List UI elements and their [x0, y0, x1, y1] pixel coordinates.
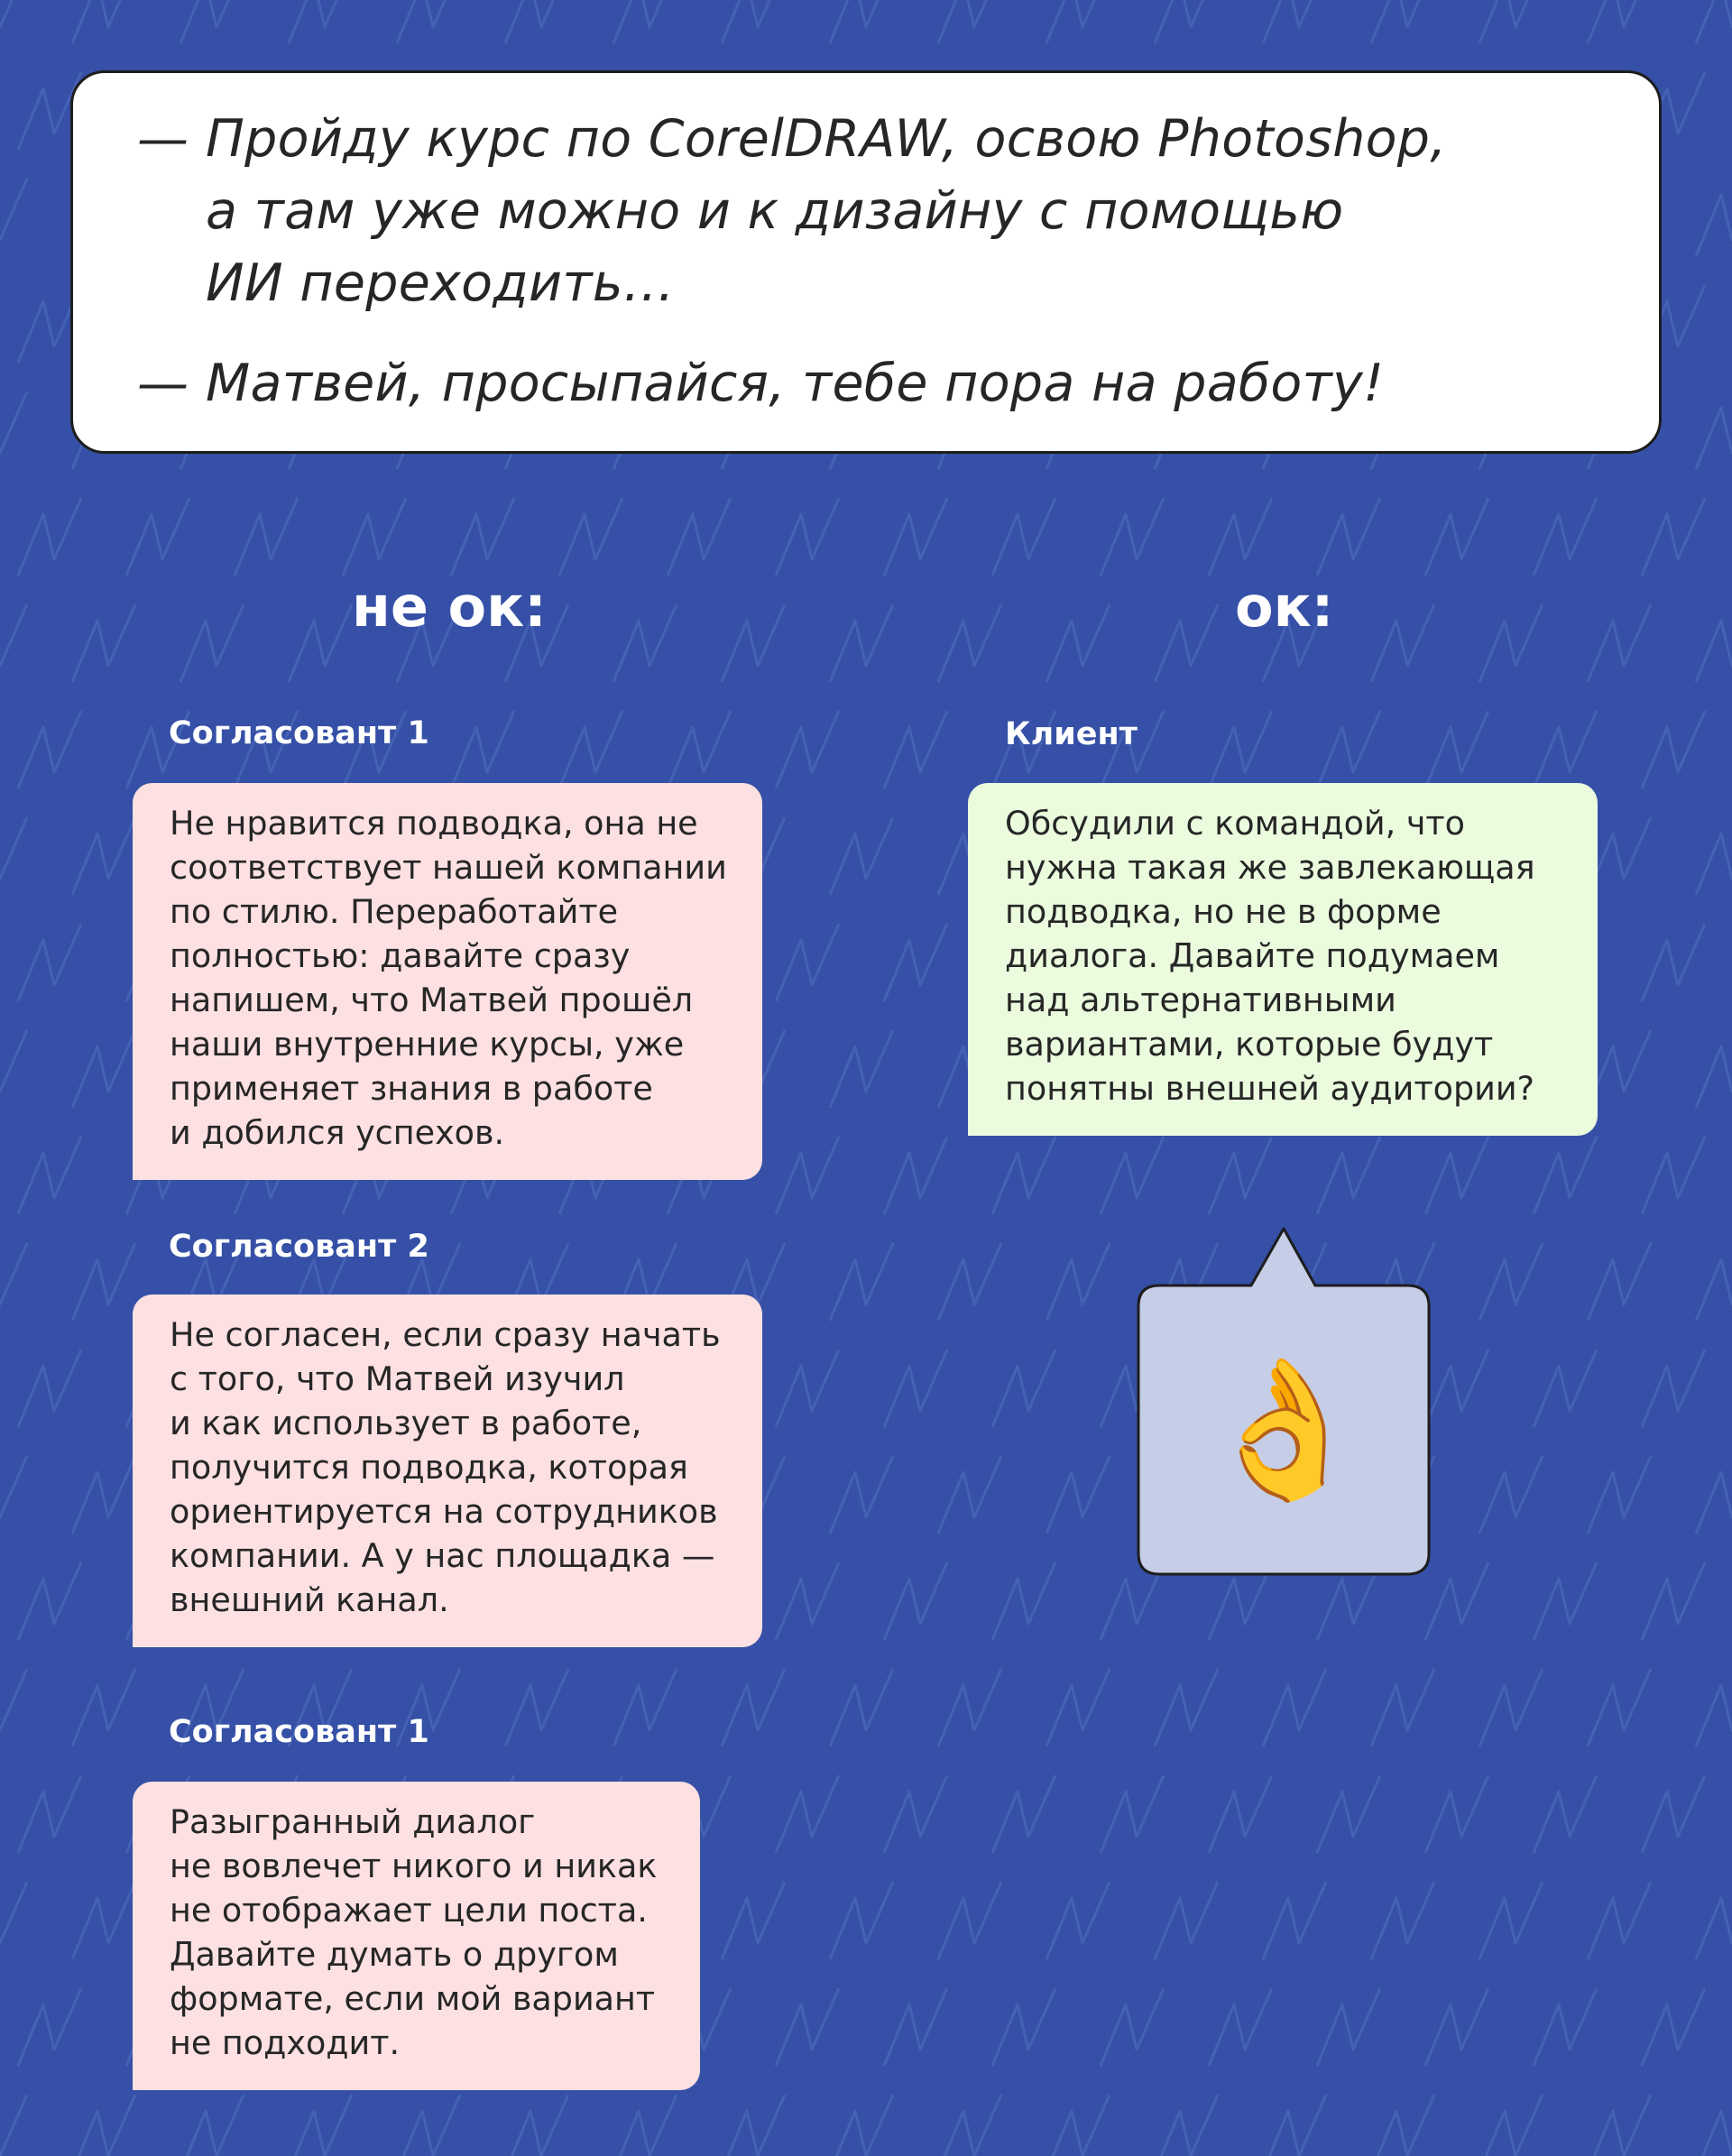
pattern-zigzag	[1263, 1882, 1326, 1959]
pattern-zigzag	[18, 1775, 81, 1853]
pattern-zigzag	[1101, 498, 1164, 576]
pattern-zigzag	[776, 1562, 839, 1640]
pattern-zigzag	[1642, 1988, 1705, 2066]
pattern-zigzag	[1588, 1882, 1651, 1959]
pattern-zigzag	[1642, 1137, 1705, 1214]
pattern-zigzag	[1155, 2095, 1218, 2156]
pattern-zigzag	[884, 1775, 947, 1853]
pattern-zigzag	[1155, 604, 1218, 682]
pattern-zigzag	[830, 817, 893, 895]
pattern-zigzag	[451, 498, 514, 576]
pattern-zigzag	[992, 1350, 1055, 1427]
pattern-zigzag	[1696, 1669, 1732, 1746]
pattern-zigzag	[884, 1137, 947, 1214]
pattern-zigzag	[1534, 1775, 1597, 1853]
pattern-zigzag	[1534, 498, 1597, 576]
pattern-zigzag	[126, 498, 189, 576]
pattern-zigzag	[1479, 1882, 1543, 1959]
pattern-zigzag	[1588, 0, 1651, 43]
pattern-zigzag	[505, 1669, 568, 1746]
pattern-zigzag	[1317, 1988, 1380, 2066]
pattern-zigzag	[505, 0, 568, 43]
pattern-zigzag	[830, 0, 893, 43]
pattern-zigzag	[992, 1562, 1055, 1640]
pattern-zigzag	[884, 1988, 947, 2066]
pattern-zigzag	[1588, 2095, 1651, 2156]
pattern-zigzag	[722, 1669, 785, 1746]
pattern-zigzag	[1317, 1775, 1380, 1853]
dialogue-dash: —	[137, 354, 189, 413]
pattern-zigzag	[1155, 0, 1218, 43]
pattern-zigzag	[938, 2095, 1001, 2156]
pattern-zigzag	[722, 604, 785, 682]
pattern-zigzag	[1371, 604, 1434, 682]
pattern-zigzag	[830, 2095, 893, 2156]
pattern-zigzag	[884, 1350, 947, 1427]
pattern-zigzag	[72, 1882, 135, 1959]
pattern-zigzag	[559, 498, 622, 576]
pattern-zigzag	[722, 2095, 785, 2156]
pattern-zigzag	[1209, 498, 1272, 576]
pattern-zigzag	[830, 1456, 893, 1534]
pattern-zigzag	[1642, 924, 1705, 1001]
pattern-zigzag	[776, 924, 839, 1001]
pattern-zigzag	[1479, 0, 1543, 43]
pattern-zigzag	[0, 392, 27, 469]
pattern-zigzag	[1696, 1882, 1732, 1959]
pattern-zigzag	[180, 0, 244, 43]
pattern-zigzag	[72, 817, 135, 895]
pattern-zigzag	[1425, 1137, 1488, 1214]
pattern-zigzag	[72, 1669, 135, 1746]
pattern-zigzag	[1696, 604, 1732, 682]
pattern-zigzag	[1425, 498, 1488, 576]
pattern-zigzag	[72, 2095, 135, 2156]
pattern-zigzag	[1371, 1669, 1434, 1746]
pattern-zigzag	[18, 924, 81, 1001]
pattern-zigzag	[0, 604, 27, 682]
pattern-zigzag	[72, 604, 135, 682]
pattern-zigzag	[289, 2095, 352, 2156]
pattern-zigzag	[884, 711, 947, 788]
pattern-zigzag	[1317, 498, 1380, 576]
pattern-zigzag	[180, 2095, 244, 2156]
message-author: Согласовант 2	[169, 1229, 429, 1265]
message-bubble-bad: Не согласен, если сразу начать с того, что Матвей изучил и как использует в работе, получится подводка, которая ориентируется на сотрудников компании. А у нас площадка — внешний канал.	[133, 1295, 762, 1647]
pattern-zigzag	[776, 711, 839, 788]
pattern-zigzag	[1479, 1456, 1543, 1534]
pattern-zigzag	[0, 1030, 27, 1108]
pattern-zigzag	[72, 1243, 135, 1321]
pattern-zigzag	[1479, 1669, 1543, 1746]
pattern-zigzag	[776, 1775, 839, 1853]
pattern-zigzag	[938, 1456, 1001, 1534]
pattern-zigzag	[1479, 1243, 1543, 1321]
pattern-zigzag	[992, 1137, 1055, 1214]
pattern-zigzag	[613, 0, 677, 43]
pattern-zigzag	[1534, 711, 1597, 788]
pattern-zigzag	[1046, 2095, 1110, 2156]
pattern-zigzag	[613, 2095, 677, 2156]
pattern-zigzag	[1534, 1137, 1597, 1214]
pattern-zigzag	[1425, 1988, 1488, 2066]
pattern-zigzag	[1046, 1882, 1110, 1959]
pattern-zigzag	[830, 1882, 893, 1959]
pattern-zigzag	[72, 1456, 135, 1534]
pattern-zigzag	[18, 1350, 81, 1427]
pattern-zigzag	[938, 604, 1001, 682]
pattern-zigzag	[613, 604, 677, 682]
pattern-zigzag	[180, 604, 244, 682]
pattern-zigzag	[830, 1669, 893, 1746]
pattern-zigzag	[1263, 1669, 1326, 1746]
pattern-zigzag	[938, 0, 1001, 43]
pattern-zigzag	[18, 1562, 81, 1640]
pattern-zigzag	[830, 1030, 893, 1108]
dialogue-dash: —	[137, 109, 189, 169]
pattern-zigzag	[1588, 1243, 1651, 1321]
pattern-zigzag	[938, 1669, 1001, 1746]
pattern-zigzag	[451, 711, 514, 788]
pattern-zigzag	[776, 498, 839, 576]
pattern-zigzag	[1046, 1456, 1110, 1534]
pattern-zigzag	[1371, 2095, 1434, 2156]
message-bubble-good: Обсудили с командой, что нужна такая же завлекающая подводка, но не в форме диалога. Давайте подумаем над альтернативными вариантами, которые будут понятны внешней аудитории?	[968, 783, 1598, 1136]
ok-heading: ок:	[1235, 574, 1334, 640]
dialogue-line-4	[137, 347, 1385, 419]
pattern-zigzag	[1588, 1456, 1651, 1534]
pattern-zigzag	[1588, 1669, 1651, 1746]
message-bubble-bad: Не нравится подводка, она не соответствует нашей компании по стилю. Переработайте полностью: давайте сразу напишем, что Матвей прошёл наши внутренние курсы, уже применяет знания в работе и добился успехов.	[133, 783, 762, 1180]
message-author: Клиент	[1005, 716, 1138, 752]
pattern-zigzag	[668, 498, 731, 576]
pattern-zigzag	[613, 1669, 677, 1746]
pattern-zigzag	[1046, 604, 1110, 682]
pattern-zigzag	[72, 1030, 135, 1108]
not-ok-heading: не ок:	[352, 574, 547, 640]
pattern-zigzag	[1642, 1562, 1705, 1640]
pattern-zigzag	[992, 1988, 1055, 2066]
pattern-zigzag	[1534, 1562, 1597, 1640]
pattern-zigzag	[884, 498, 947, 576]
pattern-zigzag	[1425, 1775, 1488, 1853]
pattern-zigzag	[1696, 179, 1732, 256]
pattern-zigzag	[1155, 1882, 1218, 1959]
dialogue-line-1	[137, 103, 1447, 175]
pattern-zigzag	[1534, 1988, 1597, 2066]
pattern-zigzag	[0, 1669, 27, 1746]
pattern-zigzag	[1642, 498, 1705, 576]
pattern-zigzag	[343, 498, 406, 576]
pattern-zigzag	[1209, 1775, 1272, 1853]
pattern-zigzag	[72, 0, 135, 43]
pattern-zigzag	[397, 0, 460, 43]
pattern-zigzag	[0, 1243, 27, 1321]
pattern-zigzag	[722, 1882, 785, 1959]
pattern-zigzag	[1317, 1137, 1380, 1214]
pattern-zigzag	[505, 2095, 568, 2156]
pattern-zigzag	[722, 0, 785, 43]
pattern-zigzag	[830, 604, 893, 682]
pattern-zigzag	[18, 498, 81, 576]
pattern-zigzag	[289, 0, 352, 43]
pattern-zigzag	[1209, 1137, 1272, 1214]
pattern-zigzag	[776, 1350, 839, 1427]
pattern-zigzag	[1425, 711, 1488, 788]
pattern-zigzag	[235, 498, 298, 576]
pattern-zigzag	[1696, 1456, 1732, 1534]
pattern-zigzag	[1046, 0, 1110, 43]
pattern-zigzag	[1642, 1775, 1705, 1853]
dialogue-line-3: ИИ переходить…	[206, 253, 676, 313]
pattern-zigzag	[830, 1243, 893, 1321]
pattern-zigzag	[1209, 711, 1272, 788]
pattern-zigzag	[1696, 1243, 1732, 1321]
pattern-zigzag	[0, 1456, 27, 1534]
pattern-zigzag	[18, 1137, 81, 1214]
pattern-zigzag	[1263, 2095, 1326, 2156]
pattern-zigzag	[1696, 1030, 1732, 1108]
ok-hand-icon: 👌	[1200, 1351, 1368, 1508]
pattern-zigzag	[1046, 1243, 1110, 1321]
pattern-zigzag	[776, 1137, 839, 1214]
dialogue-text: Матвей, просыпайся, тебе пора на работу!	[206, 354, 1385, 413]
dialogue-text: Пройду курс по CorelDRAW, освою Photoshop,	[206, 109, 1447, 169]
pattern-zigzag	[1263, 0, 1326, 43]
pattern-zigzag	[397, 2095, 460, 2156]
pattern-zigzag	[0, 817, 27, 895]
pattern-zigzag	[1371, 0, 1434, 43]
message-bubble-bad: Разыгранный диалог не вовлечет никого и никак не отображает цели поста. Давайте думать о другом формате, если мой вариант не подходит.	[133, 1782, 700, 2090]
pattern-zigzag	[1642, 1350, 1705, 1427]
pattern-zigzag	[938, 1882, 1001, 1959]
pattern-zigzag	[1696, 392, 1732, 469]
pattern-zigzag	[18, 1988, 81, 2066]
pattern-zigzag	[1101, 1775, 1164, 1853]
pattern-zigzag	[1479, 2095, 1543, 2156]
pattern-zigzag	[1209, 1988, 1272, 2066]
pattern-zigzag	[776, 1988, 839, 2066]
pattern-zigzag	[884, 1562, 947, 1640]
pattern-zigzag	[1642, 711, 1705, 788]
pattern-zigzag	[1696, 0, 1732, 43]
pattern-zigzag	[1046, 1669, 1110, 1746]
pattern-zigzag	[668, 711, 731, 788]
pattern-zigzag	[884, 924, 947, 1001]
pattern-zigzag	[1696, 817, 1732, 895]
pattern-zigzag	[992, 498, 1055, 576]
pattern-zigzag	[1101, 1988, 1164, 2066]
dialogue-line-2: а там уже можно и к дизайну с помощью	[206, 181, 1344, 241]
pattern-zigzag	[559, 711, 622, 788]
pattern-zigzag	[18, 711, 81, 788]
pattern-zigzag	[938, 1243, 1001, 1321]
pattern-zigzag	[1101, 1137, 1164, 1214]
pattern-zigzag	[1479, 604, 1543, 682]
pattern-zigzag	[1155, 1669, 1218, 1746]
pattern-zigzag	[1588, 604, 1651, 682]
pattern-zigzag	[1317, 711, 1380, 788]
pattern-zigzag	[1696, 2095, 1732, 2156]
message-author: Согласовант 1	[169, 715, 429, 751]
pattern-zigzag	[289, 604, 352, 682]
pattern-zigzag	[1534, 1350, 1597, 1427]
pattern-zigzag	[992, 1775, 1055, 1853]
dialogue-quote-box	[70, 70, 1662, 454]
pattern-zigzag	[1371, 1882, 1434, 1959]
pattern-zigzag	[0, 0, 27, 43]
pattern-zigzag	[0, 2095, 27, 2156]
pattern-zigzag	[0, 1882, 27, 1959]
message-author: Согласовант 1	[169, 1714, 429, 1750]
pattern-zigzag	[0, 179, 27, 256]
